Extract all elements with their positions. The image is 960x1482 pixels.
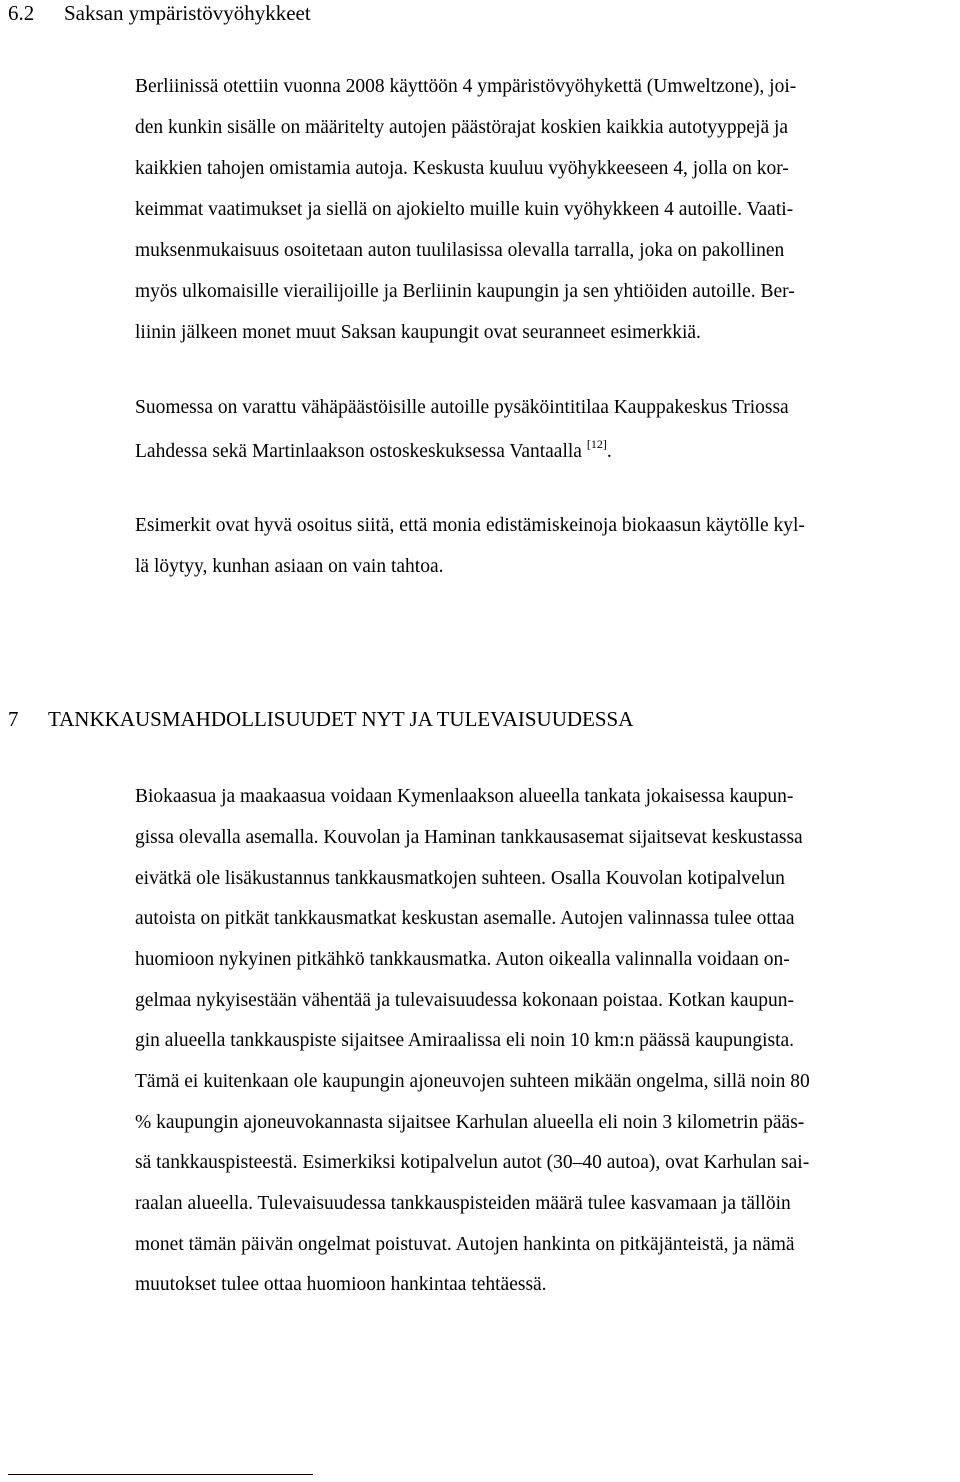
text-line: gissa olevalla asemalla. Kouvolan ja Haminan tankkausasemat sijaitsevat keskustassa [135,827,803,848]
line-end: . [606,441,612,462]
text-line: Biokaasua ja maakaasua voidaan Kymenlaakson alueella tankata jokaisessa kaupun- [135,786,794,807]
text-line [135,437,612,463]
text-line: gelmaa nykyisestään vähentää ja tulevaisuudessa kokonaan poistaa. Kotkan kaupun- [135,990,795,1011]
text-line: Berliinissä otettiin vuonna 2008 käyttöön 4 ympäristövyöhykettä (Umweltzone), joi- [135,76,797,97]
text-line: sä tankkauspisteestä. Esimerkiksi kotipalvelun autot (30–40 autoa), ovat Karhulan sai- [135,1152,810,1173]
section-number: 6.2 [8,1,35,25]
section-heading-6-2 [8,0,311,26]
text-line: monet tämän päivän ongelmat poistuvat. Autojen hankinta on pitkäjänteistä, ja nämä [135,1234,795,1255]
text-line: Esimerkit ovat hyvä osoitus siitä, että monia edistämiskeinoja biokaasun käytölle kyl- [135,515,805,536]
section-number: 7 [8,707,19,731]
text-line: raalan alueella. Tulevaisuudessa tankkauspisteiden määrä tulee kasvamaan ja tällöin [135,1193,791,1214]
text-line: autoista on pitkät tankkausmatkat keskustan asemalle. Autojen valinnassa tulee ottaa [135,908,795,929]
section-title: TANKKAUSMAHDOLLISUUDET NYT JA TULEVAISUUDESSA [48,707,634,731]
text-line: liinin jälkeen monet muut Saksan kaupungit ovat seuranneet esimerkkiä. [135,322,701,343]
line-text: Lahdessa sekä Martinlaakson ostoskeskuksessa Vantaalla [135,441,587,462]
text-line: Tämä ei kuitenkaan ole kaupungin ajoneuvojen suhteen mikään ongelma, sillä noin 80 [135,1071,810,1092]
text-line: muksenmukaisuus osoitetaan auton tuulilasissa olevalla tarralla, joka on pakollinen [135,240,785,261]
text-line: huomioon nykyinen pitkähkö tankkausmatka. Auton oikealla valinnalla voidaan on- [135,949,790,970]
footnote-divider [8,1474,313,1475]
text-line: myös ulkomaisille vierailijoille ja Berliinin kaupungin ja sen yhtiöiden autoille. Ber- [135,281,795,302]
section-title: Saksan ympäristövyöhykkeet [64,1,311,25]
text-line: eivätkä ole lisäkustannus tankkausmatkojen suhteen. Osalla Kouvolan kotipalvelun [135,868,785,889]
text-line: den kunkin sisälle on määritelty autojen päästörajat koskien kaikkia autotyyppejä ja [135,117,789,138]
reference-marker: [12] [586,437,607,451]
text-line: gin alueella tankkauspiste sijaitsee Amiraalissa eli noin 10 km:n päässä kaupungista. [135,1030,795,1051]
text-line: lä löytyy, kunhan asiaan on vain tahtoa. [135,556,444,577]
text-line: keimmat vaatimukset ja siellä on ajokielto muille kuin vyöhykkeen 4 autoille. Vaati- [135,199,794,220]
section-heading-7 [8,706,634,732]
text-line: Suomessa on varattu vähäpäästöisille autoille pysäköintitilaa Kauppakeskus Triossa [135,397,789,418]
text-line: kaikkien tahojen omistamia autoja. Keskusta kuuluu vyöhykkeeseen 4, jolla on kor- [135,158,789,179]
text-line: % kaupungin ajoneuvokannasta sijaitsee Karhulan alueella eli noin 3 kilometrin pääs- [135,1112,805,1133]
text-line: muutokset tulee ottaa huomioon hankintaa tehtäessä. [135,1274,547,1295]
